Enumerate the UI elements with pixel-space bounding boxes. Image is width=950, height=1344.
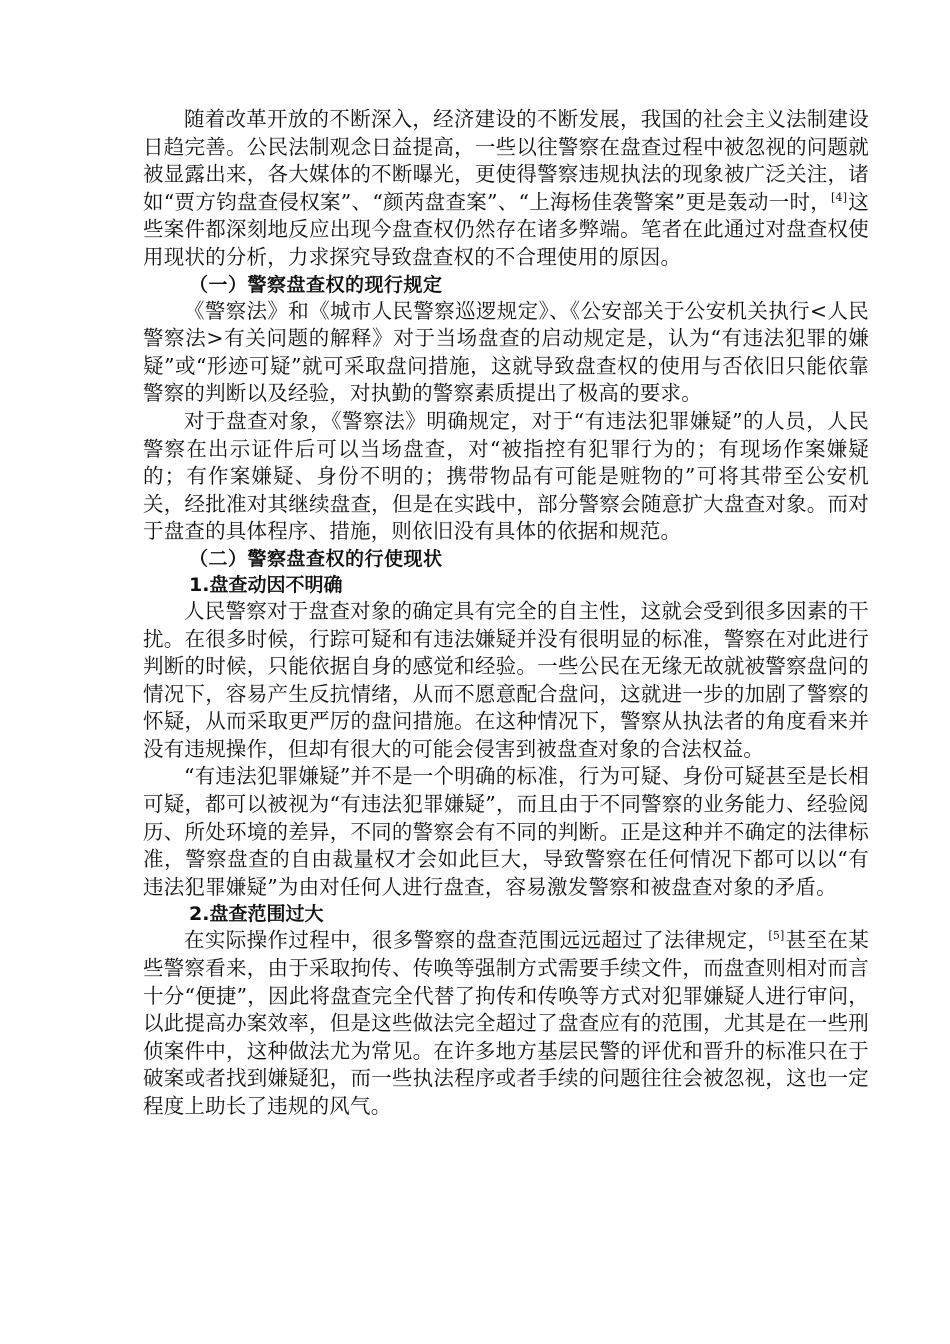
- paragraph-excessive-scope: [143, 927, 869, 1120]
- paragraph-vague-standard: “有违法犯罪嫌疑”并不是一个明确的标准，行为可疑、身份可疑甚至是长相可疑，都可以被视为“有违法犯罪嫌疑”，而且由于不同警察的业务能力、经验阅历、所处环境的差异，不同的警察会有不同的判断。正是这种并不确定的法律标准，警察盘查的自由裁量权才会如此巨大，导致警察在任何情况下都可以以“有违法犯罪嫌疑”为由对任何人进行盘查，容易激发警察和被盘查对象的矛盾。: [143, 764, 869, 899]
- scope-text-part-2: 甚至在某些警察看来，由于采取拘传、传唤等强制方式需要手续文件，而盘查则相对而言十分“便捷”，因此将盘查完全代替了拘传和传唤等方式对犯罪嫌疑人进行审问，以此提高办案效率，但是这些做法完全超过了盘查应有的范围，尤其是在一些刑侦案件中，这种做法尤为常见。在许多地方基层民警的评优和晋升的标准只在于破案或者找到嫌疑犯，而一些执法程序或者手续的问题往往会被忽视，这也一定程度上助长了违规的风气。: [143, 928, 869, 1118]
- section-heading-current-practice: （二）警察盘查权的行使现状: [189, 547, 443, 570]
- citation-4: [4]: [831, 190, 848, 204]
- intro-paragraph: [143, 106, 869, 272]
- subsection-heading-unclear-motive: 1.盘查动因不明确: [189, 573, 343, 596]
- paragraph-inspection-targets: 对于盘查对象，《警察法》明确规定，对于“有违法犯罪嫌疑”的人员，人民警察在出示证件后可以当场盘查，对“被指控有犯罪行为的；有现场作案嫌疑的；有作案嫌疑、身份不明的；携带物品有可能是赃物的”可将其带至公安机关，经批准对其继续盘查，但是在实践中，部分警察会随意扩大盘查对象。而对于盘查的具体程序、措施，则依旧没有具体的依据和规范。: [143, 408, 869, 544]
- section-heading-current-rules: （一）警察盘查权的现行规定: [189, 273, 443, 296]
- citation-5: [5]: [768, 929, 785, 943]
- intro-text-part-2: 这些案件都深刻地反应出现今盘查权仍然存在诸多弊端。笔者在此通过对盘查权使用现状的分析，力求探究导致盘查权的不合理使用的原因。: [143, 189, 869, 269]
- scope-text-part-1: 在实际操作过程中，很多警察的盘查范围远远超过了法律规定，: [184, 928, 769, 953]
- document-body: [143, 106, 869, 1121]
- paragraph-start-rules: 《警察法》和《城市人民警察巡逻规定》、《公安部关于公安机关执行<人民警察法>有关问题的解释》对于当场盘查的启动规定是，认为“有违法犯罪的嫌疑”或“形迹可疑”就可采取盘问措施，这就导致盘查权的使用与否依旧只能依靠警察的判断以及经验，对执勤的警察素质提出了极高的要求。: [143, 298, 869, 406]
- intro-text-part-1: 随着改革开放的不断深入，经济建设的不断发展，我国的社会主义法制建设日趋完善。公民法制观念日益提高，一些以往警察在盘查过程中被忽视的问题就被显露出来，各大媒体的不断曝光，更使得警察违规执法的现象被广泛关注，诸如“贾方钧盘查侵权案”、“颜芮盘查案”、“上海杨佳袭警案”更是轰动一时，: [143, 107, 869, 214]
- paragraph-autonomy: 人民警察对于盘查对象的确定具有完全的自主性，这就会受到很多因素的干扰。在很多时候，行踪可疑和有违法嫌疑并没有很明显的标准，警察在对此进行判断的时候，只能依据自身的感觉和经验。一些公民在无缘无故就被警察盘问的情况下，容易产生反抗情绪，从而不愿意配合盘问，这就进一步的加剧了警察的怀疑，从而采取更严厉的盘问措施。在这种情况下，警察从执法者的角度看来并没有违规操作，但却有很大的可能会侵害到被盘查对象的合法权益。: [143, 598, 869, 761]
- subsection-heading-excessive-scope: 2.盘查范围过大: [189, 903, 324, 926]
